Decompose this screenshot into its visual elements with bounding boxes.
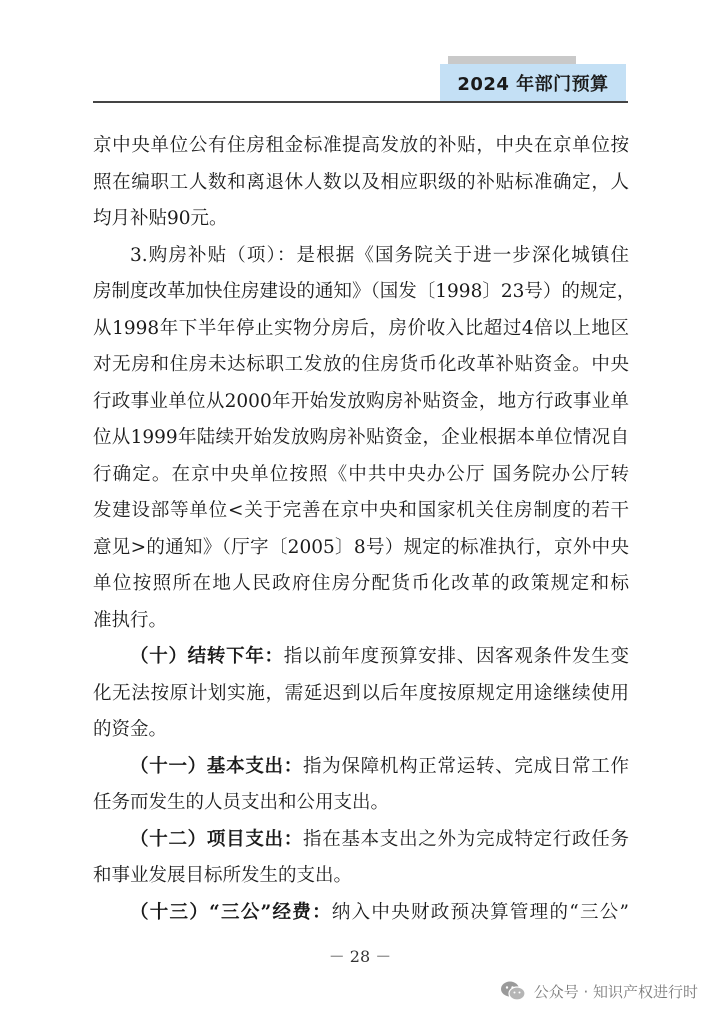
body-line: 发建设部等单位<关于完善在京中央和国家机关住房制度的若干	[93, 500, 629, 521]
item13-text: 纳入中央财政预决算管理的“三公”	[331, 901, 629, 923]
body-line: 房制度改革加快住房建设的通知》（国发〔1998〕23号）的规定，	[93, 281, 636, 302]
item10-heading: （十）结转下年：	[130, 646, 284, 667]
document-body	[93, 128, 636, 931]
item11-first-line	[93, 749, 629, 786]
item11-text: 指为保障机构正常运转、完成日常工作	[302, 755, 629, 777]
body-line: 位从1999年陆续开始发放购房补贴资金，企业根据本单位情况自	[93, 427, 629, 448]
document-header-title: 2024 年部门预算	[440, 64, 626, 102]
body-line: 行政事业单位从2000年开始发放购房补贴资金，地方行政事业单	[93, 390, 629, 412]
body-line: 行确定。在京中央单位按照《中共中央办公厅 国务院办公厅转	[93, 463, 629, 485]
body-line: 任务而发生的人员支出和公用支出。	[93, 792, 390, 813]
body-line: 京中央单位公有住房租金标准提高发放的补贴，中央在京单位按	[93, 135, 629, 156]
body-line: 3.购房补贴（项）：是根据《国务院关于进一步深化城镇住	[130, 244, 629, 266]
item10-text: 指以前年度预算安排、因客观条件发生变	[283, 646, 629, 667]
item10-first-line	[93, 639, 629, 676]
body-line: 准执行。	[93, 609, 168, 631]
item12-text: 指在基本支出之外为完成特定行政任务	[302, 828, 629, 850]
item13-heading: （十三）“三公”经费：	[130, 901, 332, 923]
watermark	[500, 980, 698, 1002]
body-line: 对无房和住房未达标职工发放的住房货币化改革补贴资金。中央	[93, 354, 629, 375]
page-number: － 28 －	[328, 947, 392, 966]
body-line: 化无法按原计划实施，需延迟到以后年度按原规定用途继续使用	[93, 682, 629, 704]
body-line: 的资金。	[93, 719, 168, 740]
item12-heading: （十二）项目支出：	[130, 828, 303, 850]
header-divider	[93, 101, 628, 103]
body-line: 和事业发展目标所发生的支出。	[93, 865, 353, 886]
wechat-icon	[500, 980, 526, 1002]
item11-heading: （十一）基本支出：	[130, 755, 303, 777]
item13-first-line	[93, 895, 629, 932]
body-line: 照在编职工人数和离退休人数以及相应职级的补贴标准确定，人	[93, 171, 629, 193]
body-line: 从1998年下半年停止实物分房后，房价收入比超过4倍以上地区	[93, 317, 629, 339]
body-line: 单位按照所在地人民政府住房分配货币化改革的政策规定和标	[93, 573, 629, 594]
item12-first-line	[93, 822, 629, 859]
body-line: 意见>的通知》（厅字〔2005〕8号）规定的标准执行，京外中央	[93, 536, 629, 558]
body-line: 均月补贴90元。	[93, 208, 228, 229]
watermark-text: 公众号 · 知识产权进行时	[533, 982, 698, 1001]
